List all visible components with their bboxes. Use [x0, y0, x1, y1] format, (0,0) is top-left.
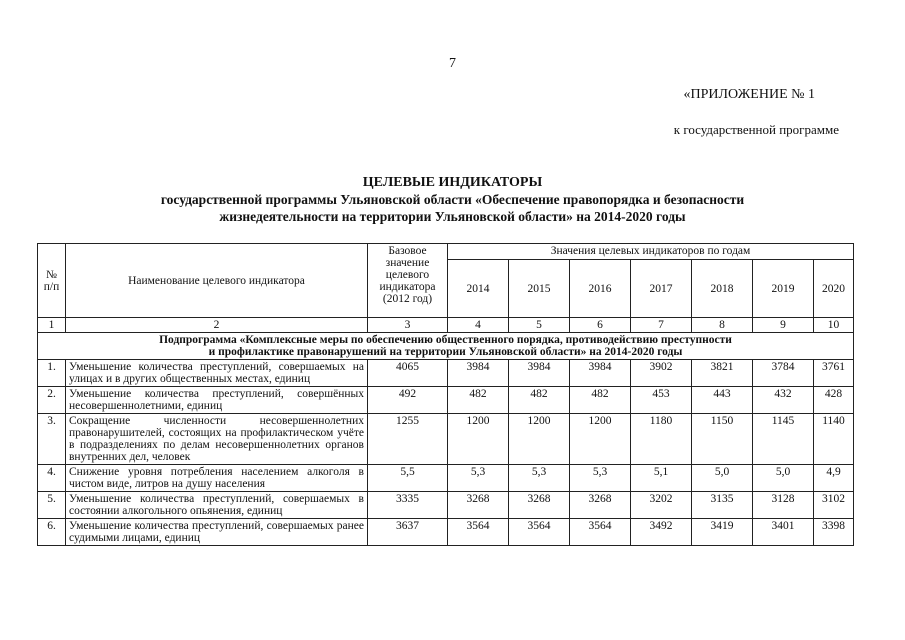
year-value: 482	[570, 387, 631, 414]
header-years-group: Значения целевых индикаторов по годам	[448, 244, 854, 260]
year-value: 3984	[570, 360, 631, 387]
year-value: 1200	[509, 414, 570, 465]
title-line-1: ЦЕЛЕВЫЕ ИНДИКАТОРЫ	[362, 175, 543, 190]
table-row	[38, 414, 854, 465]
table-row	[38, 492, 854, 519]
year-value: 3419	[692, 519, 753, 546]
year-value: 1145	[753, 414, 814, 465]
row-number: 5.	[38, 492, 66, 519]
year-value: 428	[814, 387, 854, 414]
year-value: 3102	[814, 492, 854, 519]
header-name: Наименование целевого индикатора	[66, 244, 368, 318]
column-number: 6	[570, 318, 631, 333]
base-value: 492	[368, 387, 448, 414]
base-value: 3335	[368, 492, 448, 519]
year-value: 5,3	[448, 465, 509, 492]
year-value: 482	[509, 387, 570, 414]
year-value: 3398	[814, 519, 854, 546]
base-value: 3637	[368, 519, 448, 546]
table-row	[38, 360, 854, 387]
year-value: 453	[631, 387, 692, 414]
subprogram-row	[38, 333, 854, 360]
year-value: 3128	[753, 492, 814, 519]
year-value: 3564	[509, 519, 570, 546]
indicators-table	[37, 243, 854, 546]
year-value: 443	[692, 387, 753, 414]
title-line-2: государственной программы Ульяновской области «Обеспечение правопорядка и безопасности	[160, 192, 745, 207]
row-number: 3.	[38, 414, 66, 465]
header-year: 2014	[448, 260, 509, 318]
column-number: 2	[66, 318, 368, 333]
column-number: 5	[509, 318, 570, 333]
subprogram-line-2: и профилактике правонарушений на территории Ульяновской области» на 2014-2020 годы	[208, 346, 683, 358]
title-line-3: жизнедеятельности на территории Ульяновской области» на 2014-2020 годы	[219, 209, 686, 224]
year-value: 5,3	[509, 465, 570, 492]
year-value: 3761	[814, 360, 854, 387]
indicator-name: Уменьшение количества преступлений, совершённых несовершеннолетними, единиц	[66, 387, 368, 414]
year-value: 5,0	[692, 465, 753, 492]
column-numbers-row	[38, 318, 854, 333]
document-title	[0, 174, 905, 225]
header-year: 2019	[753, 260, 814, 318]
year-value: 3902	[631, 360, 692, 387]
column-number: 7	[631, 318, 692, 333]
column-number: 8	[692, 318, 753, 333]
indicator-name: Снижение уровня потребления населением алкоголя в чистом виде, литров на душу населения	[66, 465, 368, 492]
indicator-name: Уменьшение количества преступлений, совершаемых на улицах и в других общественных местах, единиц	[66, 360, 368, 387]
column-number: 10	[814, 318, 854, 333]
year-value: 5,3	[570, 465, 631, 492]
column-number: 4	[448, 318, 509, 333]
row-number: 6.	[38, 519, 66, 546]
appendix-label: «ПРИЛОЖЕНИЕ № 1	[683, 87, 815, 102]
year-value: 3268	[570, 492, 631, 519]
header-year: 2016	[570, 260, 631, 318]
indicator-name: Сокращение численности несовершеннолетних правонарушителей, состоящих на профилактическом учёте в подразделениях по делам несовершеннолетних органов внутренних дел, человек	[66, 414, 368, 465]
row-number: 2.	[38, 387, 66, 414]
year-value: 3135	[692, 492, 753, 519]
header-year: 2018	[692, 260, 753, 318]
header-year: 2017	[631, 260, 692, 318]
year-value: 1180	[631, 414, 692, 465]
year-value: 3564	[448, 519, 509, 546]
table-row	[38, 387, 854, 414]
year-value: 5,0	[753, 465, 814, 492]
year-value: 1200	[448, 414, 509, 465]
header-base: Базовое значение целевого индикатора (2012 год)	[368, 244, 448, 318]
year-value: 3492	[631, 519, 692, 546]
base-value: 1255	[368, 414, 448, 465]
header-year: 2015	[509, 260, 570, 318]
year-value: 1140	[814, 414, 854, 465]
program-reference: к государственной программе	[673, 122, 839, 137]
table-row	[38, 519, 854, 546]
year-value: 482	[448, 387, 509, 414]
year-value: 3784	[753, 360, 814, 387]
subprogram-line-1: Подпрограмма «Комплексные меры по обеспечению общественного порядка, противодействию преступности	[159, 334, 732, 346]
column-number: 3	[368, 318, 448, 333]
page-number: 7	[449, 56, 456, 71]
base-value: 5,5	[368, 465, 448, 492]
indicator-name: Уменьшение количества преступлений, совершаемых ранее судимыми лицами, единиц	[66, 519, 368, 546]
year-value: 4,9	[814, 465, 854, 492]
year-value: 5,1	[631, 465, 692, 492]
year-value: 3984	[448, 360, 509, 387]
year-value: 3202	[631, 492, 692, 519]
column-number: 1	[38, 318, 66, 333]
header-year: 2020	[814, 260, 854, 318]
year-value: 3564	[570, 519, 631, 546]
indicator-name: Уменьшение количества преступлений, совершаемых в состоянии алкогольного опьянения, единиц	[66, 492, 368, 519]
table-row	[38, 465, 854, 492]
year-value: 3821	[692, 360, 753, 387]
year-value: 432	[753, 387, 814, 414]
row-number: 4.	[38, 465, 66, 492]
year-value: 3984	[509, 360, 570, 387]
indicator-rows	[38, 360, 854, 546]
base-value: 4065	[368, 360, 448, 387]
year-value: 1200	[570, 414, 631, 465]
row-number: 1.	[38, 360, 66, 387]
column-number: 9	[753, 318, 814, 333]
year-value: 3401	[753, 519, 814, 546]
year-value: 3268	[448, 492, 509, 519]
header-num: № п/п	[38, 244, 66, 318]
year-value: 1150	[692, 414, 753, 465]
subprogram-heading	[38, 333, 854, 360]
year-value: 3268	[509, 492, 570, 519]
